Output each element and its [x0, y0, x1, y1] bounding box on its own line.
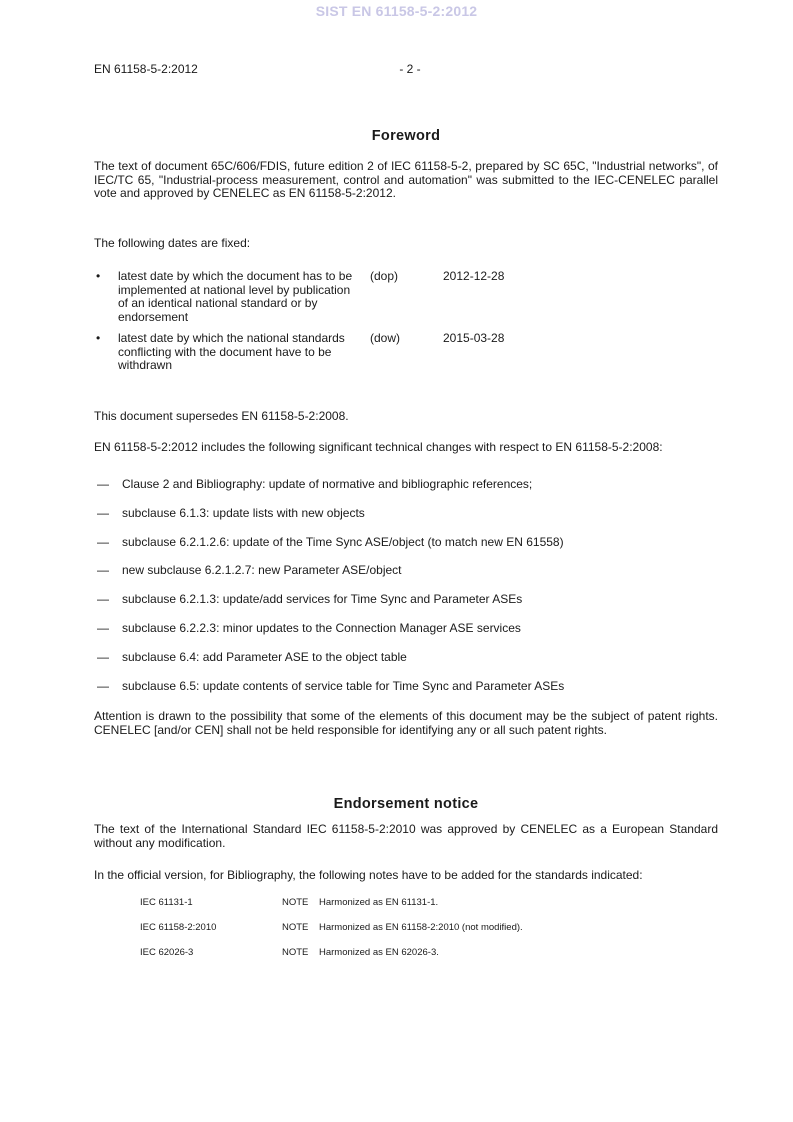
- note-standard: IEC 61131-1: [140, 897, 193, 908]
- change-dash: —: [97, 592, 109, 606]
- endorsement-title: Endorsement notice: [333, 796, 479, 812]
- notes-intro: In the official version, for Bibliography, the following notes have to be added for the standards indicated:: [94, 868, 643, 882]
- note-standard: IEC 61158-2:2010: [140, 922, 217, 933]
- change-item: new subclause 6.2.1.2.7: new Parameter ASE/object: [122, 563, 402, 577]
- header-doc-id: EN 61158-5-2:2012: [94, 62, 198, 76]
- bullet-dop: •: [96, 269, 101, 283]
- change-item: subclause 6.2.1.2.6: update of the Time Sync ASE/object (to match new EN 61558): [122, 535, 564, 549]
- change-item: Clause 2 and Bibliography: update of normative and bibliographic references;: [122, 477, 533, 491]
- dow-description: latest date by which the national standards conflicting with the document have to be withdrawn: [118, 331, 345, 372]
- changes-intro: EN 61158-5-2:2012 includes the following significant technical changes with respect to EN 61158-5-2:2008:: [94, 440, 663, 454]
- change-dash: —: [97, 535, 109, 549]
- note-text: Harmonized as EN 62026-3.: [319, 947, 439, 958]
- note-label: NOTE: [282, 922, 309, 933]
- change-item: subclause 6.2.1.3: update/add services for Time Sync and Parameter ASEs: [122, 592, 523, 606]
- dop-date: 2012-12-28: [443, 269, 505, 283]
- watermark: SIST EN 61158-5-2:2012: [315, 3, 478, 19]
- change-item: subclause 6.1.3: update lists with new objects: [122, 506, 365, 520]
- dow-date: 2015-03-28: [443, 331, 505, 345]
- change-dash: —: [97, 650, 109, 664]
- note-text: Harmonized as EN 61158-2:2010 (not modified).: [319, 922, 523, 933]
- supersedes: This document supersedes EN 61158-5-2:2008.: [94, 409, 349, 423]
- dop-description: latest date by which the document has to be implemented at national level by publication of an identical national standard or by endorsement: [118, 269, 353, 324]
- patent-attention: Attention is drawn to the possibility that some of the elements of this document may be the subject of patent rights. CENELEC [and/or CEN] shall not be held responsible for identifying any or all such patent rights.: [94, 709, 718, 737]
- page-number: - 2 -: [399, 62, 421, 76]
- endorsement-text: The text of the International Standard IEC 61158-5-2:2010 was approved by CENELEC as a European Standard without any modification.: [94, 822, 718, 850]
- change-dash: —: [97, 621, 109, 635]
- change-dash: —: [97, 506, 109, 520]
- change-item: subclause 6.4: add Parameter ASE to the object table: [122, 650, 407, 664]
- dop-code: (dop): [370, 269, 399, 283]
- dow-code: (dow): [370, 331, 401, 345]
- change-dash: —: [97, 679, 109, 693]
- note-text: Harmonized as EN 61131-1.: [319, 897, 439, 908]
- change-item: subclause 6.5: update contents of service table for Time Sync and Parameter ASEs: [122, 679, 565, 693]
- note-label: NOTE: [282, 897, 309, 908]
- foreword-intro: The text of document 65C/606/FDIS, future edition 2 of IEC 61158-5-2, prepared by SC 65C, "Industrial networks", of IEC/TC 65, "Industrial-process measurement, control and automation" was submitted to the IEC-CENELEC parallel vote and approved by CENELEC as EN 61158-5-2:2012.: [94, 159, 718, 200]
- note-standard: IEC 62026-3: [140, 947, 194, 958]
- foreword-title: Foreword: [371, 128, 441, 144]
- change-dash: —: [97, 563, 109, 577]
- note-label: NOTE: [282, 947, 309, 958]
- dates-intro: The following dates are fixed:: [94, 236, 251, 250]
- bullet-dow: •: [96, 331, 101, 345]
- change-item: subclause 6.2.2.3: minor updates to the Connection Manager ASE services: [122, 621, 521, 635]
- change-dash: —: [97, 477, 109, 491]
